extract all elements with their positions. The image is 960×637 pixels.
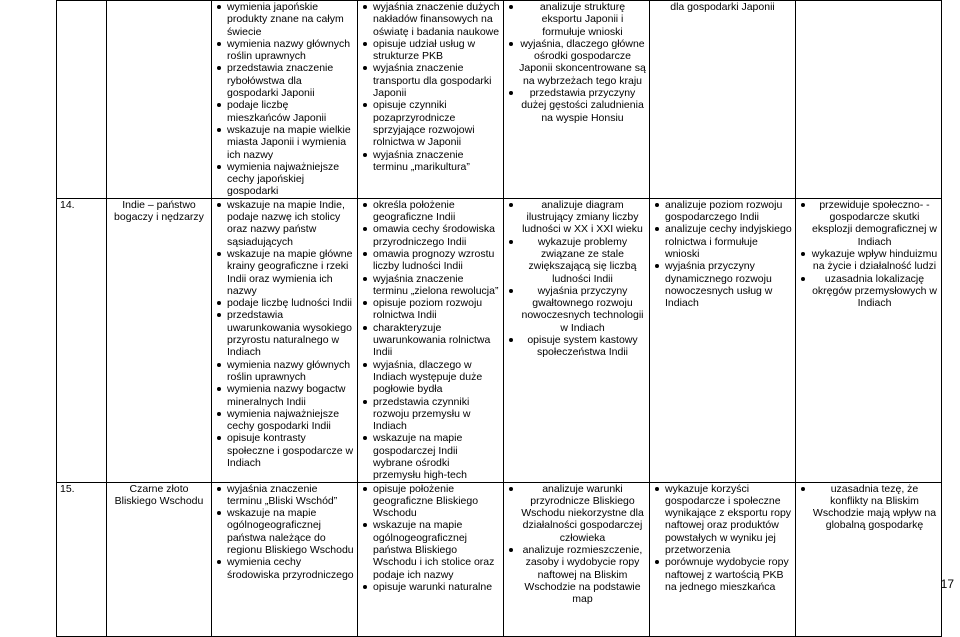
list-item: wyjaśnia przyczyny dynamicznego rozwoju nowoczesnych usług w Indiach <box>653 260 792 309</box>
requirements-cell <box>504 198 650 482</box>
list-item: wymienia najważniejsze cechy japońskiej gospodarki <box>215 161 354 198</box>
requirement-list <box>653 483 792 594</box>
list-item: opisuje system kastowy społeczeństwa Indii <box>507 334 646 359</box>
list-item: wyjaśnia, dlaczego w Indiach występuje duże pogłowie bydła <box>361 359 500 396</box>
requirements-cell <box>358 1 504 199</box>
lesson-number: 14. <box>57 198 107 482</box>
list-item: wymienia nazwy głównych roślin uprawnych <box>215 38 354 63</box>
list-item: wskazuje na mapie gospodarczej Indii wybrane ośrodki przemysłu high-tech <box>361 432 500 481</box>
list-item: uzasadnia lokalizację okręgów przemysłowych w Indiach <box>799 273 938 310</box>
requirements-cell <box>650 198 796 482</box>
list-item: wymienia najważniejsze cechy gospodarki Indii <box>215 408 354 433</box>
requirement-list <box>653 199 792 310</box>
list-item: przedstawia czynniki rozwoju przemysłu w Indiach <box>361 396 500 433</box>
list-item: wyjaśnia znaczenie dużych nakładów finansowych na oświatę i badania naukowe <box>361 1 500 38</box>
table-body <box>57 1 942 637</box>
list-item: wymienia japońskie produkty znane na całym świecie <box>215 1 354 38</box>
list-item: wyjaśnia, dlaczego główne ośrodki gospodarcze Japonii skoncentrowane są na wybrzeżach tego kraju <box>507 38 646 87</box>
list-item: wyjaśnia znaczenie terminu „Bliski Wschód” <box>215 483 354 508</box>
list-item: omawia prognozy wzrostu liczby ludności Indii <box>361 248 500 273</box>
list-item: analizuje cechy indyjskiego rolnictwa i formułuje wnioski <box>653 223 792 260</box>
requirements-cell <box>358 482 504 636</box>
list-item: charakteryzuje uwarunkowania rolnictwa Indii <box>361 322 500 359</box>
requirements-cell <box>796 198 942 482</box>
requirements-cell <box>212 198 358 482</box>
requirements-cell <box>650 482 796 636</box>
list-item: opisuje warunki naturalne <box>361 581 500 593</box>
list-item: wymienia nazwy bogactw mineralnych Indii <box>215 383 354 408</box>
lesson-number: 15. <box>57 482 107 636</box>
list-item: uzasadnia tezę, że konflikty na Bliskim Wschodzie mają wpływ na globalną gospodarkę <box>799 483 938 532</box>
list-item: opisuje kontrasty społeczne i gospodarcze w Indiach <box>215 432 354 469</box>
lesson-topic: Czarne złoto Bliskiego Wschodu <box>107 482 212 636</box>
table-row <box>57 198 942 482</box>
table-row <box>57 1 942 199</box>
requirement-list <box>507 1 646 124</box>
requirements-cell <box>796 482 942 636</box>
list-item: opisuje położenie geograficzne Bliskiego Wschodu <box>361 483 500 520</box>
requirement-list <box>507 483 646 606</box>
list-item: przewiduje społeczno- -gospodarcze skutki eksplozji demograficznej w Indiach <box>799 199 938 248</box>
curriculum-table <box>56 0 942 637</box>
requirement-list <box>361 483 500 594</box>
list-item: wskazuje na mapie Indie, podaje nazwę ich stolicy oraz nazwy państw sąsiadujących <box>215 199 354 248</box>
list-item: podaje liczbę mieszkańców Japonii <box>215 99 354 124</box>
continued-text: dla gospodarki Japonii <box>670 1 775 13</box>
page-number: 17 <box>940 577 954 591</box>
list-item: wyjaśnia znaczenie transportu dla gospodarki Japonii <box>361 62 500 99</box>
requirements-cell <box>504 1 650 199</box>
list-item: opisuje poziom rozwoju rolnictwa Indii <box>361 297 500 322</box>
requirement-list <box>507 199 646 359</box>
table-row <box>57 482 942 636</box>
list-item: przedstawia przyczyny dużej gęstości zaludnienia na wyspie Honsiu <box>507 87 646 124</box>
requirements-cell <box>504 482 650 636</box>
list-item: analizuje strukturę eksportu Japonii i formułuje wnioski <box>507 1 646 38</box>
requirements-cell <box>212 482 358 636</box>
requirements-cell <box>212 1 358 199</box>
list-item: analizuje diagram ilustrujący zmiany liczby ludności w XX i XXI wieku <box>507 199 646 236</box>
list-item: wykazuje problemy związane ze stale zwiększającą się liczbą ludności Indii <box>507 236 646 285</box>
list-item: wykazuje korzyści gospodarcze i społeczne wynikające z eksportu ropy naftowej oraz produktów powstałych w wyniku jej przetworzenia <box>653 483 792 557</box>
lesson-number <box>57 1 107 199</box>
requirements-cell <box>358 198 504 482</box>
list-item: wyjaśnia znaczenie terminu „zielona rewolucja” <box>361 273 500 298</box>
list-item: wykazuje wpływ hinduizmu na życie i działalność ludzi <box>799 248 938 273</box>
requirement-list <box>215 199 354 470</box>
list-item: przedstawia uwarunkowania wysokiego przyrostu naturalnego w Indiach <box>215 309 354 358</box>
requirement-list <box>215 483 354 581</box>
requirement-list <box>361 1 500 173</box>
requirement-list <box>799 199 938 310</box>
list-item: podaje liczbę ludności Indii <box>215 297 354 309</box>
list-item: wskazuje na mapie wielkie miasta Japonii i wymienia ich nazwy <box>215 124 354 161</box>
list-item: określa położenie geograficzne Indii <box>361 199 500 224</box>
list-item: opisuje czynniki pozaprzyrodnicze sprzyjające rozwojowi rolnictwa w Japonii <box>361 99 500 148</box>
list-item: wskazuje na mapie ogólnogeograficznej państwa Bliskiego Wschodu i ich stolice oraz podaje ich nazwy <box>361 519 500 580</box>
list-item: wymienia nazwy głównych roślin uprawnych <box>215 359 354 384</box>
requirements-cell <box>650 1 796 199</box>
list-item: omawia cechy środowiska przyrodniczego Indii <box>361 223 500 248</box>
lesson-topic <box>107 1 212 199</box>
list-item: wyjaśnia znaczenie terminu „marikultura” <box>361 149 500 174</box>
list-item: analizuje rozmieszczenie, zasoby i wydobycie ropy naftowej na Bliskim Wschodzie na podstawie map <box>507 544 646 605</box>
requirement-list <box>799 483 938 532</box>
list-item: wymienia cechy środowiska przyrodniczego <box>215 556 354 581</box>
list-item: wyjaśnia przyczyny gwałtownego rozwoju nowoczesnych technologii w Indiach <box>507 285 646 334</box>
list-item: opisuje udział usług w strukturze PKB <box>361 38 500 63</box>
list-item: wskazuje na mapie ogólnogeograficznej państwa należące do regionu Bliskiego Wschodu <box>215 507 354 556</box>
requirement-list <box>215 1 354 198</box>
list-item: analizuje poziom rozwoju gospodarczego Indii <box>653 199 792 224</box>
lesson-topic: Indie – państwo bogaczy i nędzarzy <box>107 198 212 482</box>
list-item: analizuje warunki przyrodnicze Bliskiego Wschodu niekorzystne dla działalności gospodarczej człowieka <box>507 483 646 544</box>
list-item: przedstawia znaczenie rybołówstwa dla gospodarki Japonii <box>215 62 354 99</box>
list-item: wskazuje na mapie główne krainy geograficzne i rzeki Indii oraz wymienia ich nazwy <box>215 248 354 297</box>
requirement-list <box>361 199 500 482</box>
requirements-cell <box>796 1 942 199</box>
list-item: porównuje wydobycie ropy naftowej z wartością PKB na jednego mieszkańca <box>653 556 792 593</box>
